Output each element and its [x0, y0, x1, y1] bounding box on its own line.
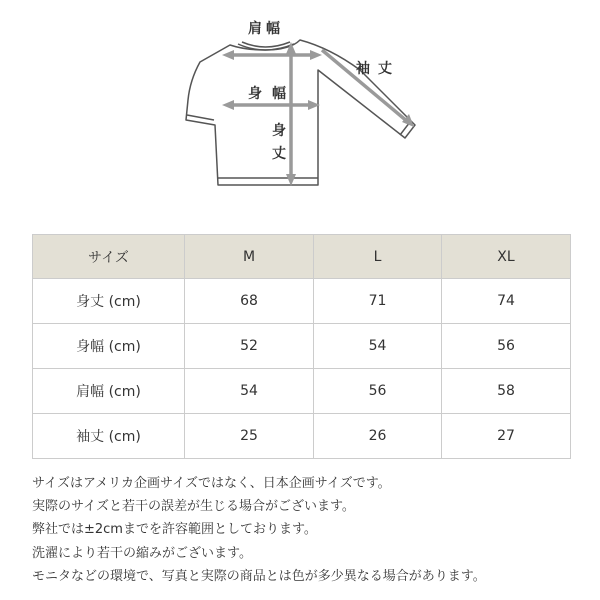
note-line: 弊社では±2cmまでを許容範囲としております。	[32, 522, 317, 538]
arrow-down-icon	[286, 174, 296, 186]
note-line: 実際のサイズと若干の誤差が生じる場合がございます。	[32, 499, 355, 515]
table-cell: 58	[442, 369, 571, 414]
table-cell: 74	[442, 279, 571, 324]
column-header: L	[314, 235, 442, 279]
row-label: 肩幅 (cm)	[33, 369, 185, 414]
notes	[32, 472, 592, 588]
table-row	[33, 279, 571, 324]
shoulder-width-label: 肩幅	[248, 21, 284, 37]
column-header: サイズ	[33, 235, 185, 279]
table-cell: 25	[185, 414, 314, 459]
row-label: 身丈 (cm)	[33, 279, 185, 324]
column-header: XL	[442, 235, 571, 279]
row-label: 身幅 (cm)	[33, 324, 185, 369]
column-header: M	[185, 235, 314, 279]
note-line: サイズはアメリカ企画サイズではなく、日本企画サイズです。	[32, 476, 391, 491]
row-label: 袖丈 (cm)	[33, 414, 185, 459]
table-cell: 54	[185, 369, 314, 414]
body-width-label: 身幅	[248, 86, 296, 102]
size-table	[32, 234, 571, 459]
arrow-right-icon	[310, 50, 322, 60]
table-cell: 26	[314, 414, 442, 459]
table-row	[33, 369, 571, 414]
arrow-left-icon	[222, 100, 234, 110]
table-cell: 52	[185, 324, 314, 369]
table-row	[33, 414, 571, 459]
arrow-left-icon	[222, 50, 234, 60]
garment-size-diagram	[0, 0, 600, 200]
note-line: モニタなどの環境で、写真と実際の商品とは色が多少異なる場合があります。	[32, 568, 486, 584]
table-cell: 71	[314, 279, 442, 324]
sleeve-length-label: 袖丈	[356, 61, 400, 77]
table-row	[33, 324, 571, 369]
garment-illustration	[0, 0, 600, 200]
note-line: 洗濯により若干の縮みがございます。	[32, 545, 252, 561]
table-cell: 27	[442, 414, 571, 459]
body-length-label-char-1: 身	[272, 123, 286, 139]
body-length-label-char-2: 丈	[272, 146, 286, 162]
table-cell: 54	[314, 324, 442, 369]
table-cell: 56	[314, 369, 442, 414]
table-cell: 68	[185, 279, 314, 324]
table-header-row	[33, 235, 571, 279]
table-cell: 56	[442, 324, 571, 369]
